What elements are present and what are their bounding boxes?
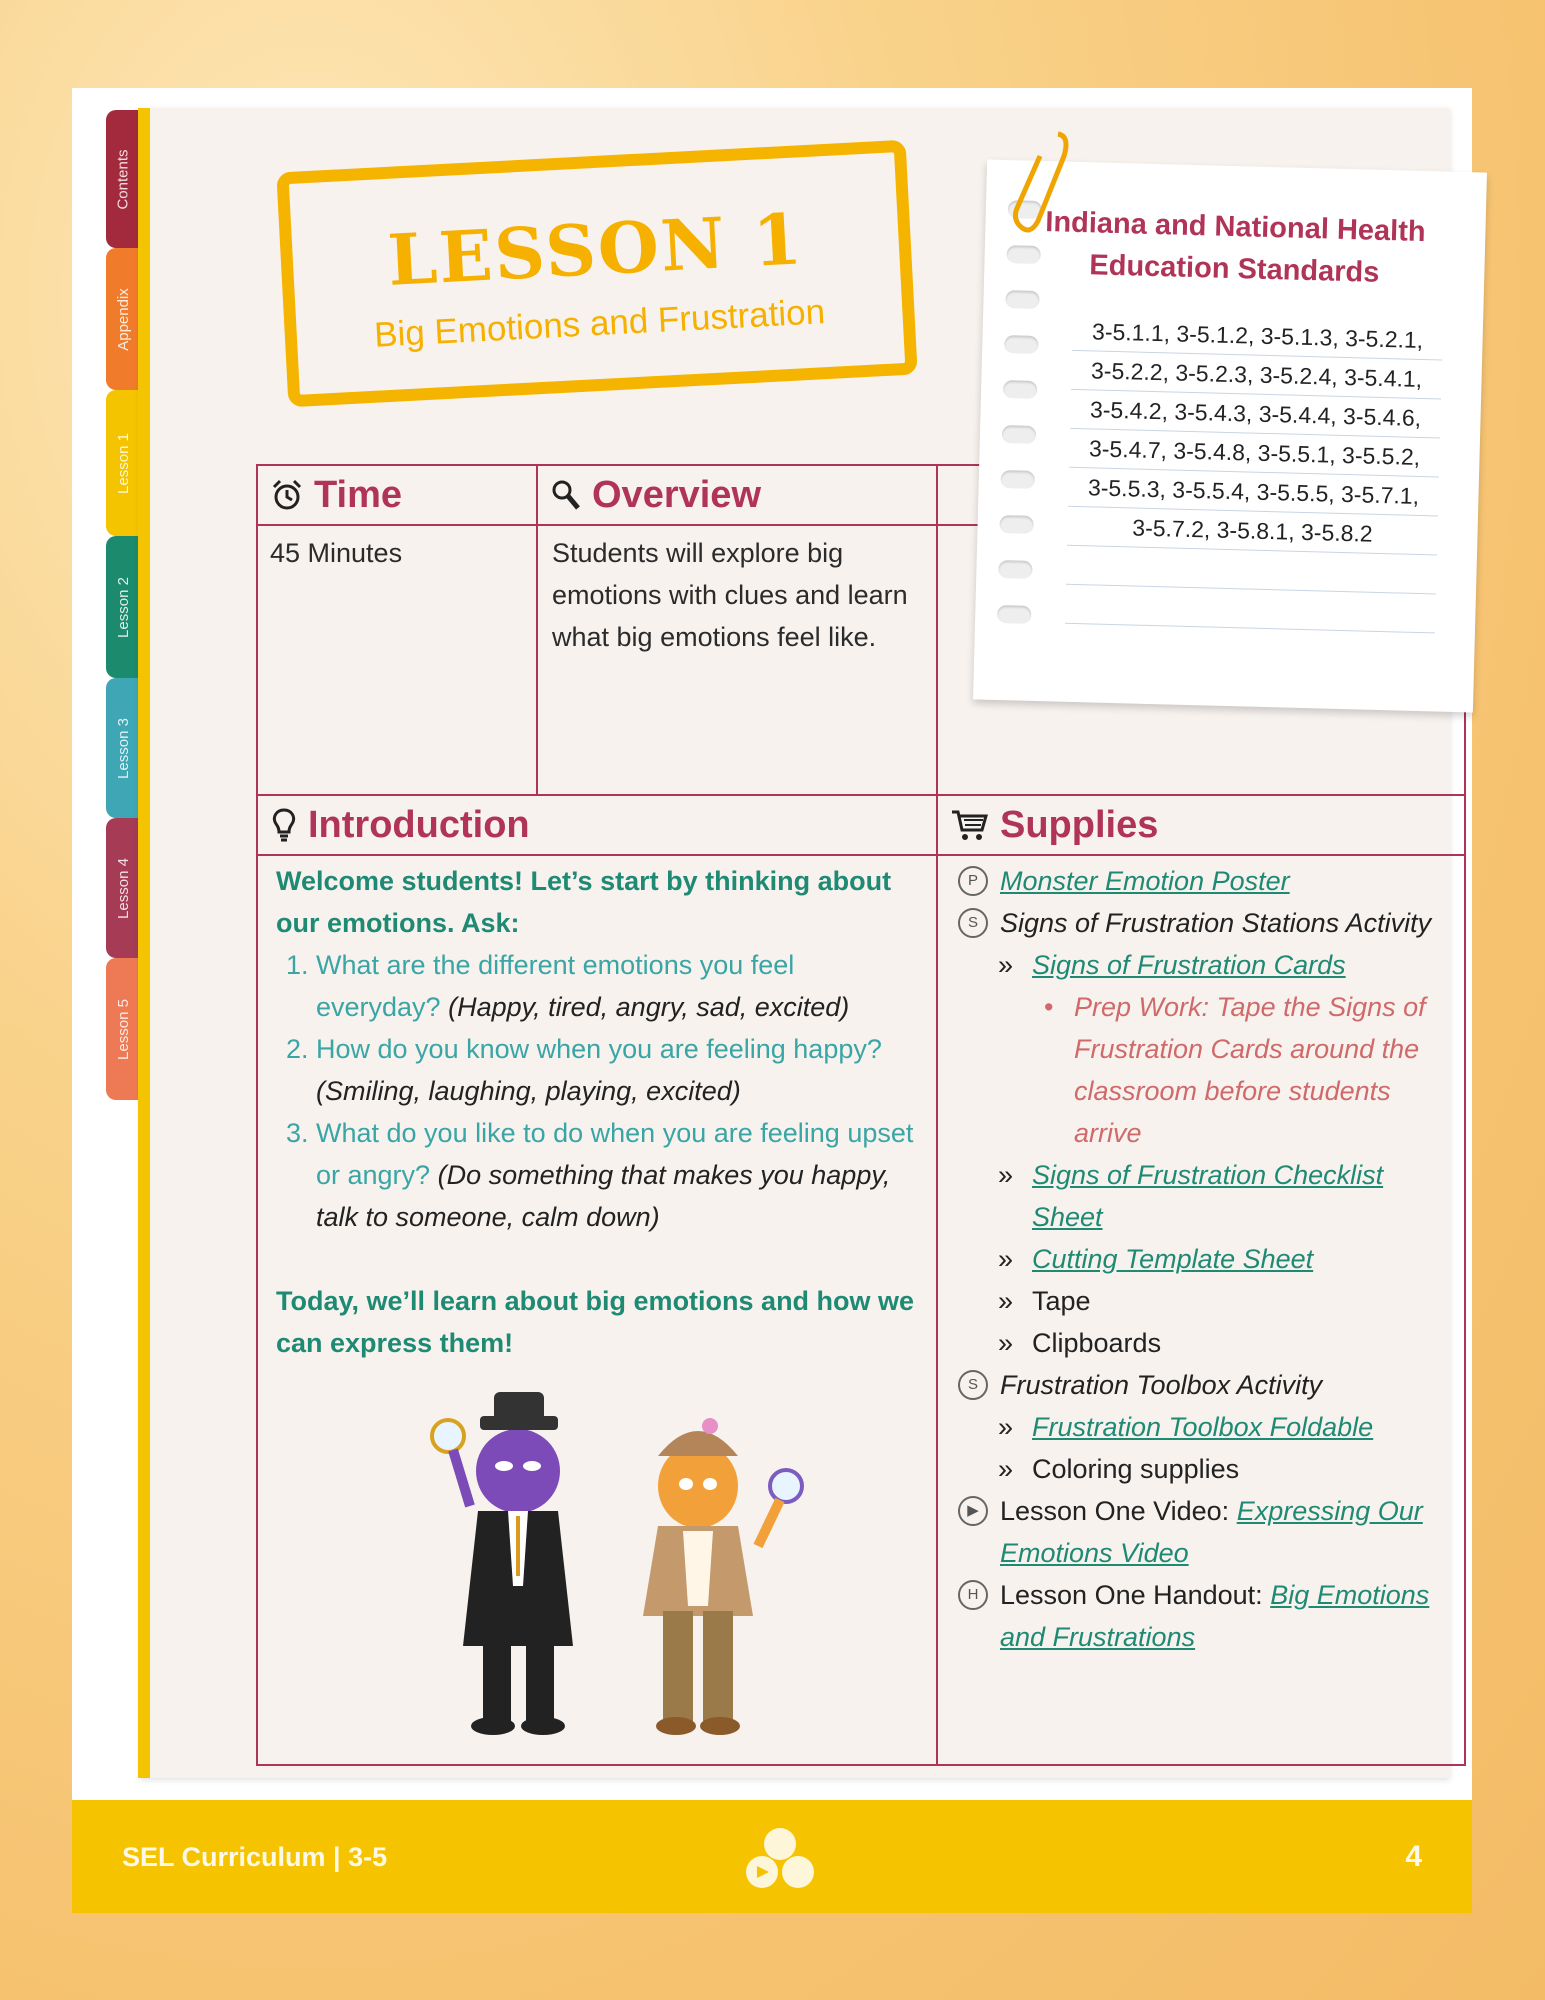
list-item: [952, 1154, 1450, 1238]
intro-questions: [276, 944, 918, 1238]
tab-lesson-3[interactable]: Lesson 3: [106, 678, 140, 818]
standards-title: Indiana and National Health Education Standards: [1044, 206, 1426, 289]
poster-link[interactable]: Monster Emotion Poster: [1000, 866, 1290, 896]
list-item: [952, 944, 1450, 986]
list-item: » Clipboards: [952, 1322, 1450, 1364]
activity-icon: S: [958, 1370, 988, 1400]
side-tabs: [106, 110, 140, 1100]
prep-note: • Prep Work: Tape the Signs of Frustration Cards around the classroom before students arrive: [952, 986, 1450, 1154]
supplies-cell: [936, 854, 1466, 1766]
supplies-header: Supplies: [936, 794, 1466, 856]
list-item: 3-5.4.7, 3-5.4.8, 3-5.5.1, 3-5.5.2,: [1069, 429, 1440, 478]
list-item: S Signs of Frustration Stations Activity: [952, 902, 1450, 944]
time-value: 45 Minutes: [270, 538, 403, 568]
introduction-cell: [256, 854, 938, 1766]
footer: [72, 1800, 1472, 1913]
detective-monsters-illustration: [408, 1386, 828, 1746]
list-item: 1. What are the different emotions you feel everyday? (Happy, tired, angry, sad, excited): [316, 944, 918, 1028]
overview-header: Overview: [536, 464, 938, 526]
list-item: 3-5.1.1, 3-5.1.2, 3-5.1.3, 3-5.2.1,: [1072, 312, 1443, 361]
cards-link[interactable]: Signs of Frustration Cards: [1032, 950, 1346, 980]
video-icon: ▶: [958, 1496, 988, 1526]
logo-icon: [740, 1822, 820, 1894]
standards-list: [1065, 312, 1443, 634]
page-number: 4: [1405, 1840, 1422, 1873]
list-item: 3-5.7.2, 3-5.8.1, 3-5.8.2: [1067, 507, 1438, 556]
introduction-header: Introduction: [256, 794, 938, 856]
lesson-title-box: [276, 140, 917, 408]
paperclip-icon: [998, 126, 1078, 236]
list-item: 3. What do you like to do when you are feeling upset or angry? (Do something that makes you happy, talk to someone, calm down): [316, 1112, 918, 1238]
list-item: » Coloring supplies: [952, 1448, 1450, 1490]
lightbulb-icon: [270, 807, 298, 843]
poster-icon: P: [958, 866, 988, 896]
magnifier-icon: [550, 478, 582, 512]
checklist-link[interactable]: Signs of Frustration Checklist Sheet: [1032, 1160, 1384, 1232]
tab-contents[interactable]: Contents: [106, 110, 140, 248]
list-item: [952, 1238, 1450, 1280]
list-item: S Frustration Toolbox Activity: [952, 1364, 1450, 1406]
list-item: [952, 860, 1450, 902]
list-item: ▶ Lesson One Video: Expressing Our Emotions Video: [952, 1490, 1450, 1574]
video-link[interactable]: Expressing Our Emotions Video: [1000, 1496, 1423, 1568]
foldable-link[interactable]: Frustration Toolbox Foldable: [1032, 1412, 1374, 1442]
activity-icon: S: [958, 908, 988, 938]
tab-appendix[interactable]: Appendix: [106, 248, 140, 390]
binding-spine: [138, 108, 150, 1778]
time-header: Time: [256, 464, 538, 526]
page: [72, 88, 1472, 1913]
list-item: 3-5.4.2, 3-5.4.3, 3-5.4.4, 3-5.4.6,: [1070, 390, 1441, 439]
shopping-cart-icon: [950, 808, 990, 842]
tab-lesson-2[interactable]: Lesson 2: [106, 536, 140, 678]
overview-text: Students will explore big emotions with clues and learn what big emotions feel like.: [552, 538, 908, 652]
intro-closing: Today, we’ll learn about big emotions and how we can express them!: [276, 1286, 915, 1358]
tab-lesson-4[interactable]: Lesson 4: [106, 818, 140, 958]
lesson-sheet: [140, 108, 1450, 1778]
time-cell: [256, 524, 538, 796]
lesson-title: LESSON 1: [385, 197, 806, 302]
intro-lead: Welcome students! Let’s start by thinking about our emotions. Ask:: [276, 866, 892, 938]
alarm-clock-icon: [270, 478, 304, 512]
list-item: 3-5.5.3, 3-5.5.4, 3-5.5.5, 3-5.7.1,: [1068, 468, 1439, 517]
handout-icon: H: [958, 1580, 988, 1610]
standards-note: [973, 160, 1487, 713]
lesson-subtitle: Big Emotions and Frustration: [373, 292, 826, 355]
footer-curriculum: SEL Curriculum | 3-5: [122, 1842, 388, 1872]
tab-lesson-5[interactable]: Lesson 5: [106, 958, 140, 1100]
handout-link[interactable]: Big Emotions and Frustrations: [1000, 1580, 1430, 1652]
template-link[interactable]: Cutting Template Sheet: [1032, 1244, 1314, 1274]
list-item: 2. How do you know when you are feeling happy? (Smiling, laughing, playing, excited): [316, 1028, 918, 1112]
overview-cell: [536, 524, 938, 796]
list-item: [952, 1406, 1450, 1448]
list-item: H Lesson One Handout: Big Emotions and Frustrations: [952, 1574, 1450, 1658]
list-item: » Tape: [952, 1280, 1450, 1322]
list-item: 3-5.2.2, 3-5.2.3, 3-5.2.4, 3-5.4.1,: [1071, 351, 1442, 400]
tab-lesson-1[interactable]: Lesson 1: [106, 390, 140, 536]
